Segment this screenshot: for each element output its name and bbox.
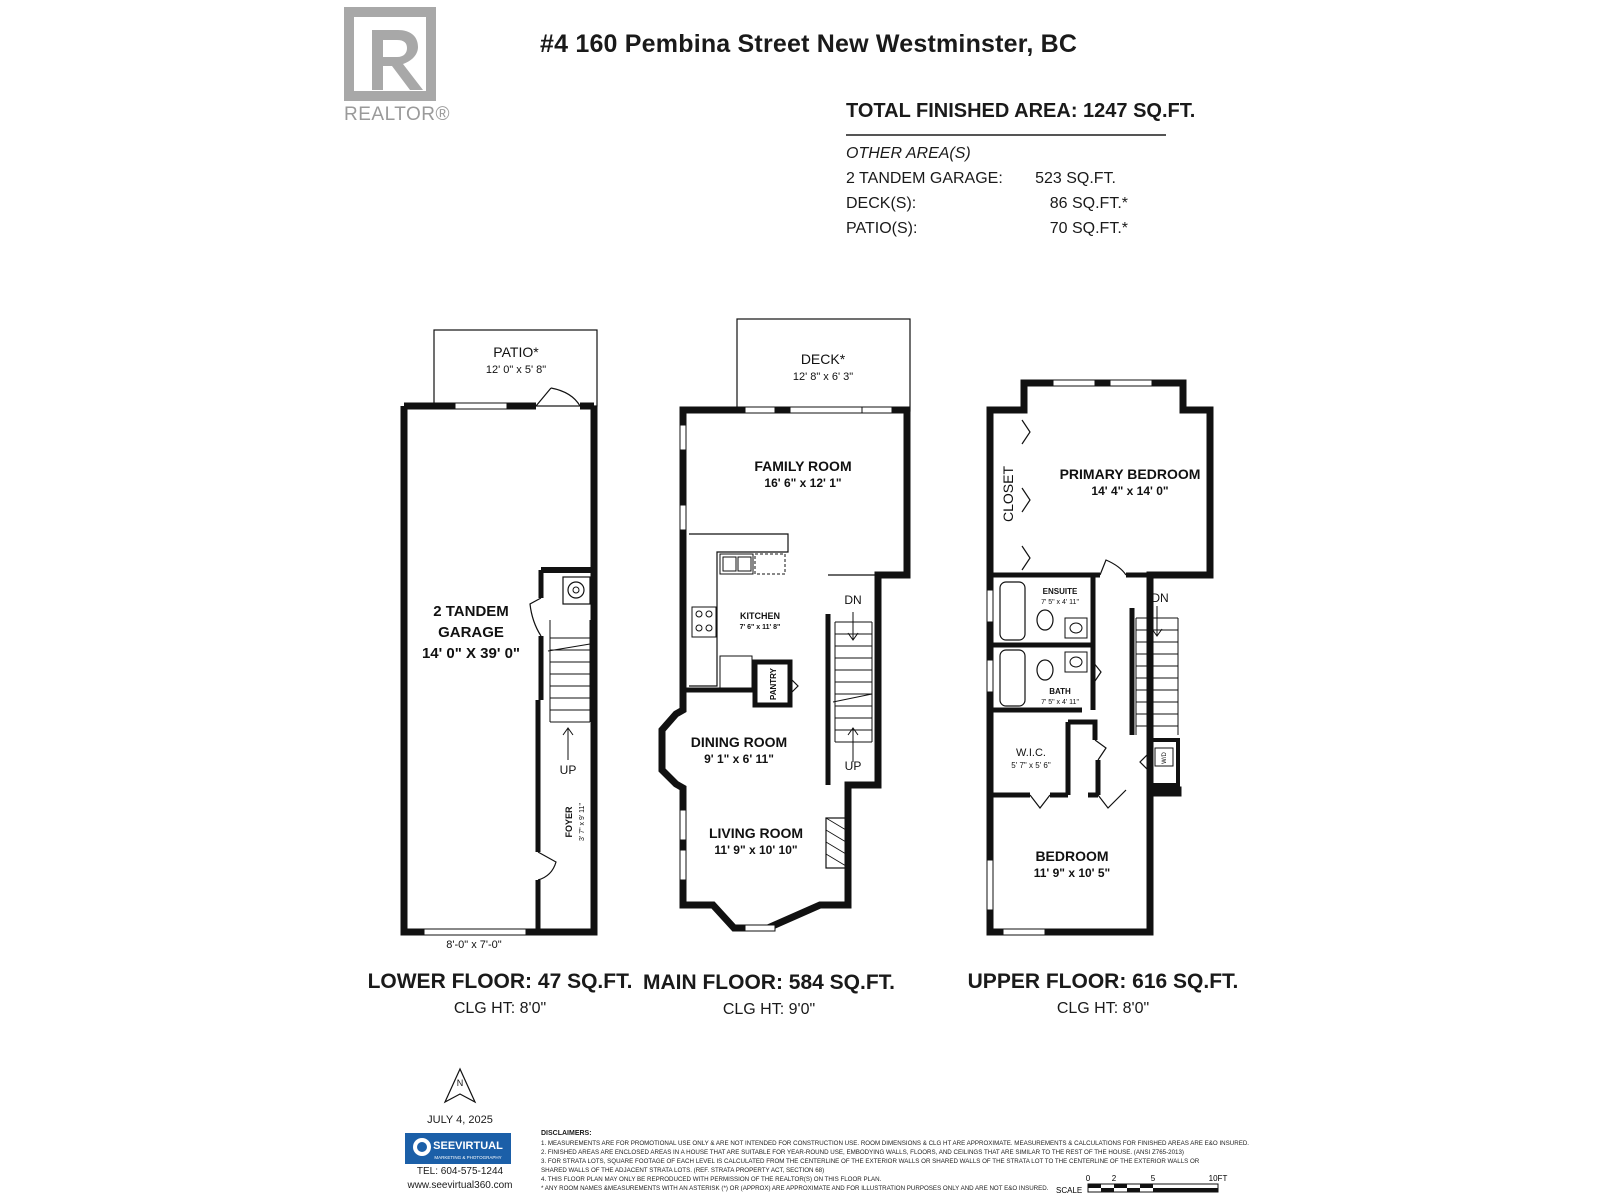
scale-tick-5: 5: [1150, 1174, 1156, 1183]
total-area-label: TOTAL FINISHED AREA:: [846, 100, 1078, 122]
realtor-wordmark: REALTOR®: [344, 104, 450, 125]
bedroom-dimension: 11' 9" x 10' 5": [1033, 866, 1111, 880]
total-area-value: 1247 SQ.FT.: [1083, 100, 1196, 122]
washer-dryer-label: W/D: [1162, 752, 1168, 764]
contact-phone: TEL: 604-575-1244: [416, 1166, 504, 1177]
scale-tick-0: 0: [1085, 1174, 1091, 1183]
plan-date: JULY 4, 2025: [427, 1114, 493, 1126]
other-area-row: [846, 195, 1166, 213]
main-stairs-up-label: UP: [844, 759, 862, 773]
lower-floor-ceiling-height: CLG HT: 8'0": [453, 1000, 547, 1017]
lower-floor-title: LOWER FLOOR: 47 SQ.FT.: [367, 970, 633, 993]
bath-label: BATH: [1049, 687, 1071, 696]
wic-dimension: 5' 7" x 5' 6": [1011, 761, 1051, 770]
dining-room-label: DINING ROOM: [690, 734, 788, 750]
property-address: #4 160 Pembina Street New Westminster, BC: [540, 30, 1078, 58]
seevirtual-brand: SEEVIRTUAL: [433, 1140, 503, 1152]
ensuite-label: ENSUITE: [1042, 587, 1078, 596]
total-finished-area: [846, 100, 1195, 123]
kitchen-label: KITCHEN: [740, 611, 780, 621]
garage-label-line1: 2 TANDEM: [433, 603, 509, 620]
disclaimer-line: SHARED WALLS OF THE ADJACENT STRATA LOTS. (REF. STRATA PROPERTY ACT, SECTION 68): [541, 1167, 825, 1174]
main-floor-title: MAIN FLOOR: 584 SQ.FT.: [642, 971, 896, 994]
bedroom-label: BEDROOM: [1035, 848, 1109, 864]
ensuite-dimension: 7' 5" x 4' 11": [1041, 599, 1079, 606]
other-area-label: DECK(S):: [846, 195, 917, 212]
garage-door-dimension: 8'-0" x 7'-0": [446, 939, 502, 951]
disclaimer-line: 1. MEASUREMENTS ARE FOR PROMOTIONAL USE ONLY & ARE NOT INTENDED FOR CONSTRUCTION USE. ROOM DIMENSIONS & CLG HT ARE APPROXIMATE. MEASUREMENTS & CALCULATIONS FOR FINISHED AREAS ARE E&O INSURED.: [541, 1140, 1250, 1147]
scale-tick-2: 2: [1111, 1174, 1117, 1183]
other-area-row: [846, 220, 1166, 238]
disclaimer-line: 4. THIS FLOOR PLAN MAY ONLY BE REPRODUCED WITH PERMISSION OF THE REALTOR(S) ON THIS FLOOR PLAN.: [541, 1176, 882, 1183]
patio-dimension: 12' 0" x 5' 8": [485, 364, 547, 376]
living-room-label: LIVING ROOM: [708, 825, 804, 841]
north-label: N: [456, 1078, 464, 1088]
upper-stairs-dn-label: DN: [1151, 591, 1169, 605]
primary-bedroom-label: PRIMARY BEDROOM: [1059, 466, 1201, 482]
disclaimer-line: * ANY ROOM NAMES &MEASUREMENTS WITH AN ASTERISK (*) OR (APPROX) ARE APPROXIMATE AND FOR ILLUSTRATION PURPOSES ONLY AND ARE NOT E&O INSURED.: [541, 1185, 1049, 1192]
main-stairs-dn-label: DN: [844, 593, 862, 607]
living-room-dimension: 11' 9" x 10' 10": [714, 843, 798, 857]
lower-stairs-up-label: UP: [559, 763, 577, 777]
kitchen-dimension: 7' 6" x 11' 8": [739, 624, 781, 631]
garage-label-line2: GARAGE: [438, 624, 504, 641]
disclaimer-line: 2. FINISHED AREAS ARE ENCLOSED AREAS IN A HOUSE THAT ARE SUITABLE FOR YEAR-ROUND USE, EMBODYING WALLS, FLOORS, AND CEILINGS THAT ARE SIMILAR TO THE REST OF THE HOUSE. (ANSI Z765-2013): [541, 1149, 1184, 1156]
garage-dimension: 14' 0" X 39' 0": [421, 645, 521, 662]
closet-label: CLOSET: [1000, 465, 1016, 523]
upper-floor-title: UPPER FLOOR: 616 SQ.FT.: [967, 970, 1239, 993]
foyer-label: FOYER: [564, 806, 574, 838]
scale-label: SCALE: [1056, 1186, 1083, 1195]
foyer-dimension: 3' 7" x 9' 11": [579, 803, 586, 841]
total-area-divider: [846, 134, 1166, 136]
patio-label: PATIO*: [493, 344, 539, 360]
seevirtual-logo: [405, 1133, 511, 1164]
disclaimer-line: 3. FOR STRATA LOTS, SQUARE FOOTAGE OF EACH LEVEL IS CALCULATED FROM THE CENTERLINE OF THE EXTERIOR WALLS OR SHARED WALLS OF THE STRATA LOT TO THE CENTERLINE OF THE EXTERIOR WALLS OR: [541, 1158, 1200, 1165]
pantry-label: PANTRY: [769, 668, 778, 700]
dining-room-dimension: 9' 1" x 6' 11": [704, 752, 774, 766]
upper-floor-ceiling-height: CLG HT: 8'0": [1056, 1000, 1150, 1017]
primary-bedroom-dimension: 14' 4" x 14' 0": [1091, 484, 1169, 498]
other-area-value: 86 SQ.FT.*: [1049, 195, 1128, 212]
deck-label: DECK*: [800, 351, 846, 367]
contact-website: www.seevirtual360.com: [407, 1180, 513, 1191]
bath-dimension: 7' 5" x 4' 11": [1041, 699, 1079, 706]
other-area-row: [846, 170, 1166, 188]
scale-tick-10: 10FT: [1208, 1174, 1228, 1183]
wic-label: W.I.C.: [1016, 747, 1046, 759]
other-area-label: 2 TANDEM GARAGE:: [846, 170, 1003, 187]
family-room-dimension: 16' 6" x 12' 1": [764, 476, 842, 490]
other-area-label: PATIO(S):: [846, 220, 918, 237]
disclaimers-heading: DISCLAIMERS:: [541, 1130, 592, 1137]
family-room-label: FAMILY ROOM: [754, 458, 852, 474]
realtor-logo: [344, 7, 436, 101]
other-areas-heading: OTHER AREA(S): [846, 145, 971, 162]
other-area-value: 523 SQ.FT.: [1035, 170, 1116, 187]
deck-dimension: 12' 8" x 6' 3": [792, 371, 854, 383]
seevirtual-tagline: MARKETING & PHOTOGRAPHY: [434, 1155, 502, 1160]
main-floor-ceiling-height: CLG HT: 9'0": [722, 1001, 816, 1018]
other-area-value: 70 SQ.FT.*: [1049, 220, 1128, 237]
